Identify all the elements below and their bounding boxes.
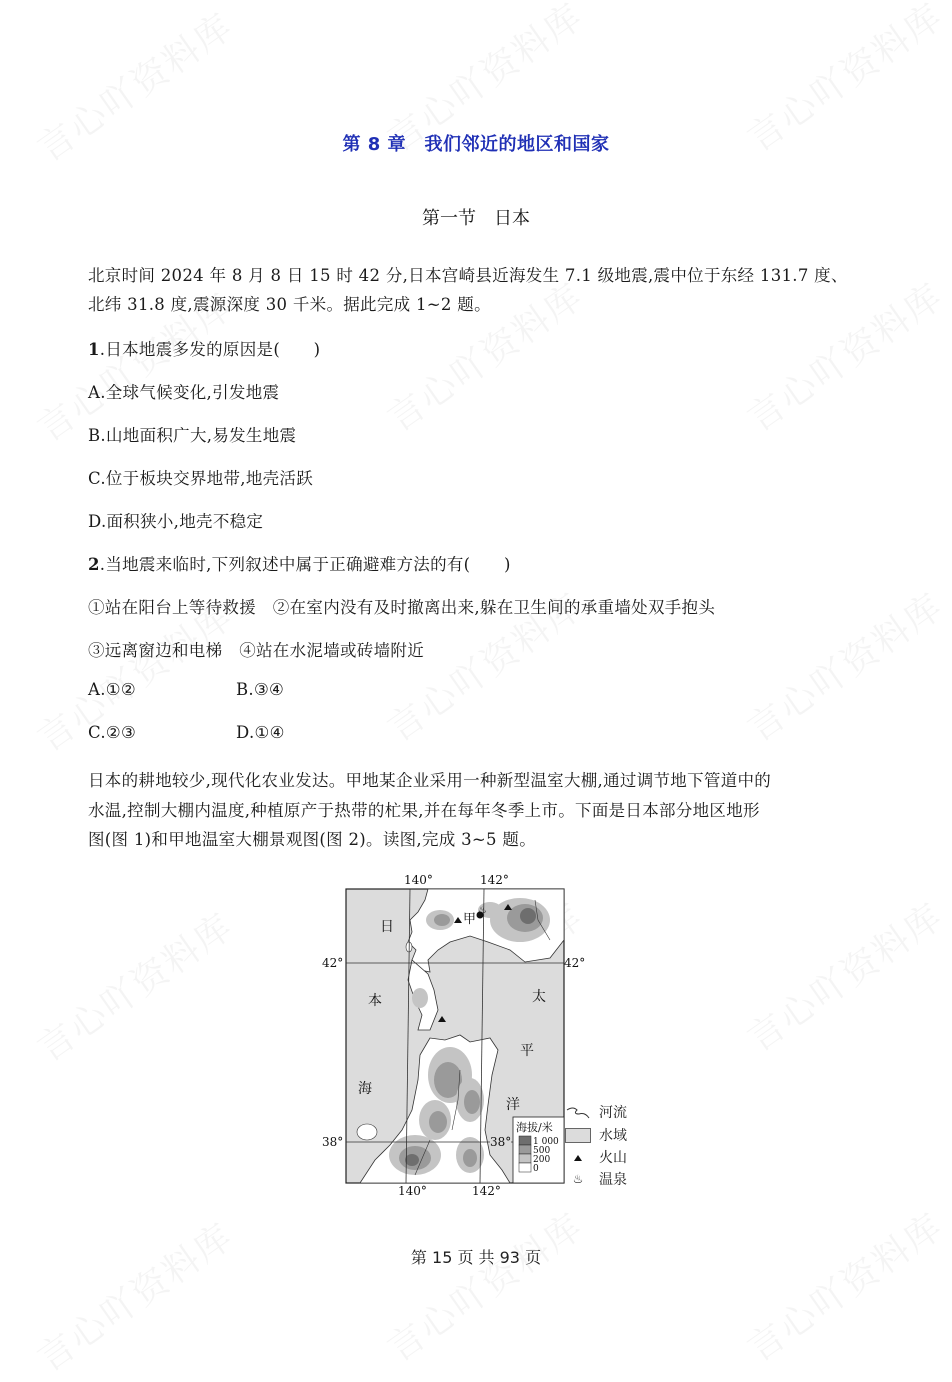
watermark [736,889,952,1062]
pacific-ocean-label: 太 [532,989,546,1005]
water-area-icon [565,1128,591,1143]
question-number: 1 [88,340,100,359]
longitude-label: 142° [480,873,509,887]
watermark [26,1209,242,1382]
watermark [736,269,952,442]
pacific-ocean-label: 平 [520,1043,534,1059]
question-1-option-b[interactable]: B.山地面积广大,易发生地震 [88,426,297,445]
page-footer: 第 15 页 共 93 页 [410,1248,542,1267]
longitude-label: 140° [404,873,433,887]
intro-paragraph-line: 图(图 1)和甲地温室大棚景观图(图 2)。读图,完成 3~5 题。 [88,830,536,849]
intro-paragraph-line: 水温,控制大棚内温度,种植原产于热带的杧果,并在每年冬季上市。下面是日本部分地区地形 [88,801,760,820]
longitude-label: 140° [398,1184,427,1198]
question-2-option-row [88,723,285,742]
watermark [736,1199,952,1372]
elevation-legend-value: 200 [533,1155,551,1165]
intro-paragraph-line: 日本的耕地较少,现代化农业发达。甲地某企业采用一种新型温室大棚,通过调节地下管道中的 [88,771,772,790]
latitude-label: 38° [490,1135,512,1149]
question-text: .当地震来临时,下列叙述中属于正确避难方法的有( ) [99,555,511,574]
pacific-ocean-label: 洋 [506,1097,520,1113]
question-2-option-b[interactable]: B.③④ [236,680,285,699]
latitude-label: 42° [564,956,586,970]
section-title: 第一节 日本 [422,208,530,229]
chapter-title: 第 8 章 我们邻近的地区和国家 [342,134,610,155]
hot-spring-icon: ♨ [572,1172,584,1186]
terrain-map-figure [320,870,640,1200]
question-2-option-a[interactable]: A.①② [88,680,136,699]
watermark [736,579,952,752]
question-2-option-row [88,680,285,699]
watermark [376,1199,592,1372]
question-2-option-c[interactable]: C.②③ [88,723,137,742]
latitude-label: 38° [322,1135,344,1149]
legend-hot-spring [565,1169,627,1189]
place-marker-label: 甲 [463,912,477,927]
question-text: .日本地震多发的原因是( ) [99,340,321,359]
legend-label: 河流 [599,1105,627,1121]
elevation-legend-value: 0 [533,1164,539,1174]
question-2-option-d[interactable]: D.①④ [236,723,285,742]
watermark [26,899,242,1072]
river-icon [565,1104,591,1120]
question-2-statements: ③远离窗边和电梯 ④站在水泥墙或砖墙附近 [88,641,424,660]
question-1-option-d[interactable]: D.面积狭小,地壳不稳定 [88,512,264,531]
latitude-label: 42° [322,956,344,970]
elevation-legend-value: 1 000 [533,1137,559,1147]
question-number: 2 [88,555,100,574]
elevation-legend-title: 海拔/米 [516,1121,553,1134]
elevation-legend-value: 500 [533,1146,551,1156]
legend-water [565,1125,627,1145]
question-1-stem [88,336,320,360]
sea-of-japan-label: 本 [368,993,382,1009]
legend-label: 水域 [599,1128,627,1144]
sea-of-japan-label: 海 [358,1081,372,1097]
intro-paragraph-line: 北纬 31.8 度,震源深度 30 千米。据此完成 1~2 题。 [88,295,491,314]
question-1-option-c[interactable]: C.位于板块交界地带,地壳活跃 [88,469,314,488]
sea-of-japan-label: 日 [380,919,394,935]
question-2-statements: ①站在阳台上等待救援 ②在室内没有及时撤离出来,躲在卫生间的承重墙处双手抱头 [88,598,716,617]
legend-volcano [565,1147,627,1167]
question-1-option-a[interactable]: A.全球气候变化,引发地震 [88,383,280,402]
volcano-icon [565,1150,591,1164]
longitude-label: 142° [472,1184,501,1198]
intro-paragraph-line: 北京时间 2024 年 8 月 8 日 15 时 42 分,日本宫崎县近海发生 7.1 级地震,震中位于东经 131.7 度、 [88,266,848,285]
legend-label: 温泉 [599,1172,627,1188]
legend-river [565,1102,627,1122]
svg-text:♨: ♨ [478,905,487,916]
legend-label: 火山 [599,1150,627,1166]
question-2-stem [88,551,511,575]
